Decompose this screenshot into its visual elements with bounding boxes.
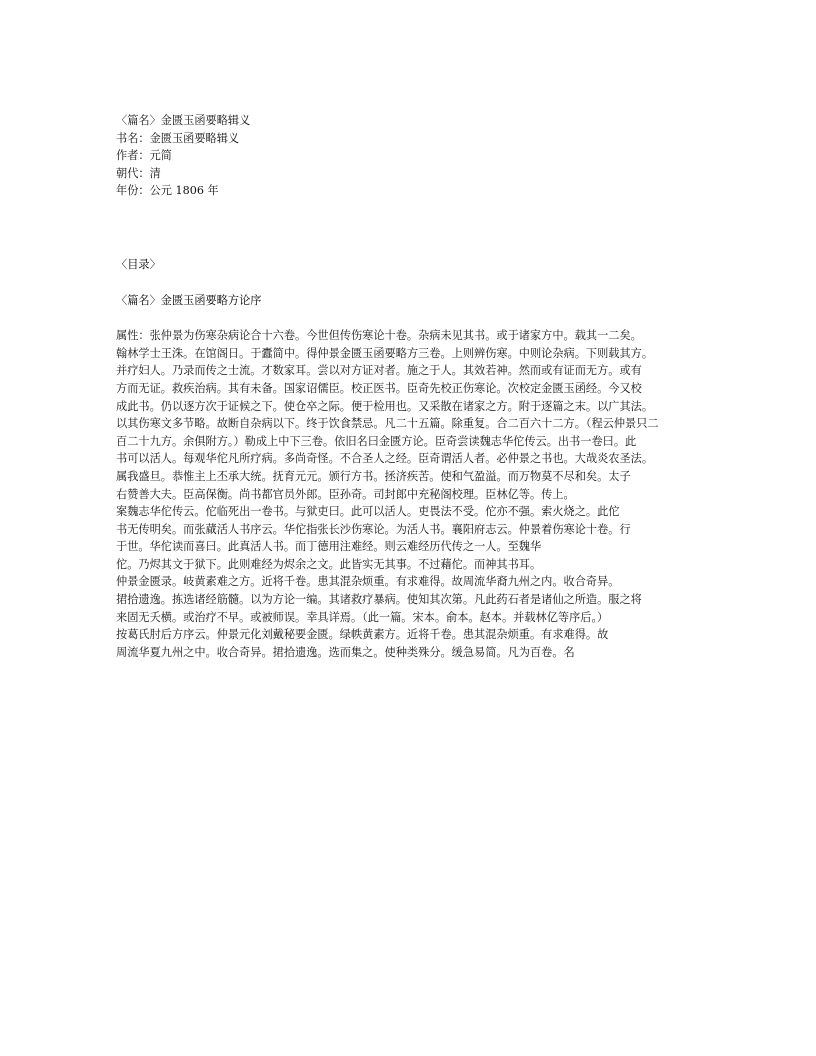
body-paragraph: 右赞善大夫。臣高保衡。尚书都官员外郎。臣孙奇。司封郎中充秘阁校理。臣林亿等。传上。 bbox=[116, 487, 575, 501]
body-paragraph: 百二十九方。余俱附方。）勒成上中下三卷。依旧名曰金匮方论。臣奇尝读魏志华佗传云。出书一卷曰。此 bbox=[116, 434, 637, 448]
header-body-spacer bbox=[116, 200, 700, 256]
header-field-year bbox=[116, 182, 700, 200]
header-field-dynasty bbox=[116, 165, 700, 183]
body-paragraph: 按葛氏肘后方序云。仲景元化刘戴秘要金匮。绿帙黄素方。近将千卷。患其混杂烦重。有求难得。故 bbox=[116, 628, 609, 642]
body-paragraph: 书可以活人。每观华佗凡所疗病。多尚奇怪。不合圣人之经。臣奇谓活人者。必仲景之书也。大哉炎农圣法。 bbox=[116, 452, 654, 466]
body-paragraph: 佗。乃烬其文于狱下。此则难经为烬余之文。此皆实无其事。不过藉佗。而神其书耳。 bbox=[116, 557, 542, 571]
body-paragraph: 捃拾遗逸。拣选诸经筋髓。以为方论一编。其诸救疗暴病。使知其次第。凡此药石者是诸仙之所造。服之将 bbox=[116, 593, 642, 607]
body-paragraph: 并疗妇人。乃录而传之士流。才数家耳。尝以对方证对者。施之于人。其效若神。然而或有证而无方。或有 bbox=[116, 364, 642, 378]
body-paragraph: 属性：张仲景为伤寒杂病论合十六卷。今世但传伤寒论十卷。杂病未见其书。或于诸家方中。载其一二矣。 bbox=[116, 329, 642, 343]
header-field-author bbox=[116, 147, 700, 165]
header-title-line: 〈篇名〉金匮玉函要略辑义 bbox=[116, 114, 251, 127]
field-label-dynasty: 朝代： bbox=[116, 166, 150, 180]
body-paragraph: 周流华夏九州之中。收合奇异。捃拾遗逸。选而集之。使种类殊分。缓急易简。凡为百卷。名 bbox=[116, 645, 575, 659]
field-value-year: 公元 1806 年 bbox=[149, 184, 219, 198]
body-paragraph: 书无传明矣。而张蕆活人书序云。华佗指张长沙伤寒论。为活人书。襄阳府志云。仲景着伤寒论十卷。行 bbox=[116, 522, 631, 536]
document-body bbox=[116, 327, 704, 661]
field-label-year: 年份： bbox=[116, 184, 150, 198]
field-value-author: 元简 bbox=[149, 149, 172, 163]
body-paragraph: 以其伤寒文多节略。故断自杂病以下。终于饮食禁忌。凡二十五篇。除重复。合二百六十二方。（程云仲景只二 bbox=[116, 417, 659, 431]
body-paragraph: 成此书。仍以逐方次于证候之下。使仓卒之际。便于检用也。又采散在诸家之方。附于逐篇之末。以广其法。 bbox=[116, 399, 654, 413]
body-paragraph: 方而无证。救疾治病。其有未备。国家诏儒臣。校正医书。臣奇先校正伤寒论。次校定金匮玉函经。今又校 bbox=[116, 381, 642, 395]
section-title: 〈篇名〉金匮玉函要略方论序 bbox=[116, 293, 262, 307]
body-paragraph: 于世。华佗读而喜曰。此真活人书。而丁德用注难经。则云难经历代传之一人。至魏华 bbox=[116, 540, 542, 554]
header-field-book-name bbox=[116, 130, 700, 148]
toc-marker: 〈目录〉 bbox=[116, 257, 161, 271]
document-header bbox=[116, 112, 700, 200]
body-paragraph: 属我盛旦。恭惟主上丕承大统。抚育元元。颁行方书。拯济疾苦。使和气盈溢。而万物莫不尽和矣。太子 bbox=[116, 469, 631, 483]
body-paragraph: 案魏志华佗传云。佗临死出一卷书。与狱吏曰。此可以活人。吏畏法不受。佗亦不强。索火烧之。此佗 bbox=[116, 505, 620, 519]
field-value-book-name: 金匮玉函要略辑义 bbox=[149, 131, 240, 145]
field-value-dynasty: 清 bbox=[149, 166, 161, 180]
field-label-author: 作者： bbox=[116, 149, 150, 163]
field-label-book-name: 书名： bbox=[116, 131, 150, 145]
body-paragraph: 仲景金匮录。岐黄素难之方。近将千卷。患其混杂烦重。有求难得。故周流华裔九州之内。收合奇异。 bbox=[116, 575, 620, 589]
body-paragraph: 来固无夭横。或治疗不早。或被师误。幸具详焉。（此一篇。宋本。俞本。赵本。并载林亿等序后。） bbox=[116, 610, 609, 624]
body-paragraph: 翰林学士王洙。在馆阁日。于蠹简中。得仲景金匮玉函要略方三卷。上则辨伤寒。中则论杂病。下则载其方。 bbox=[116, 346, 654, 360]
